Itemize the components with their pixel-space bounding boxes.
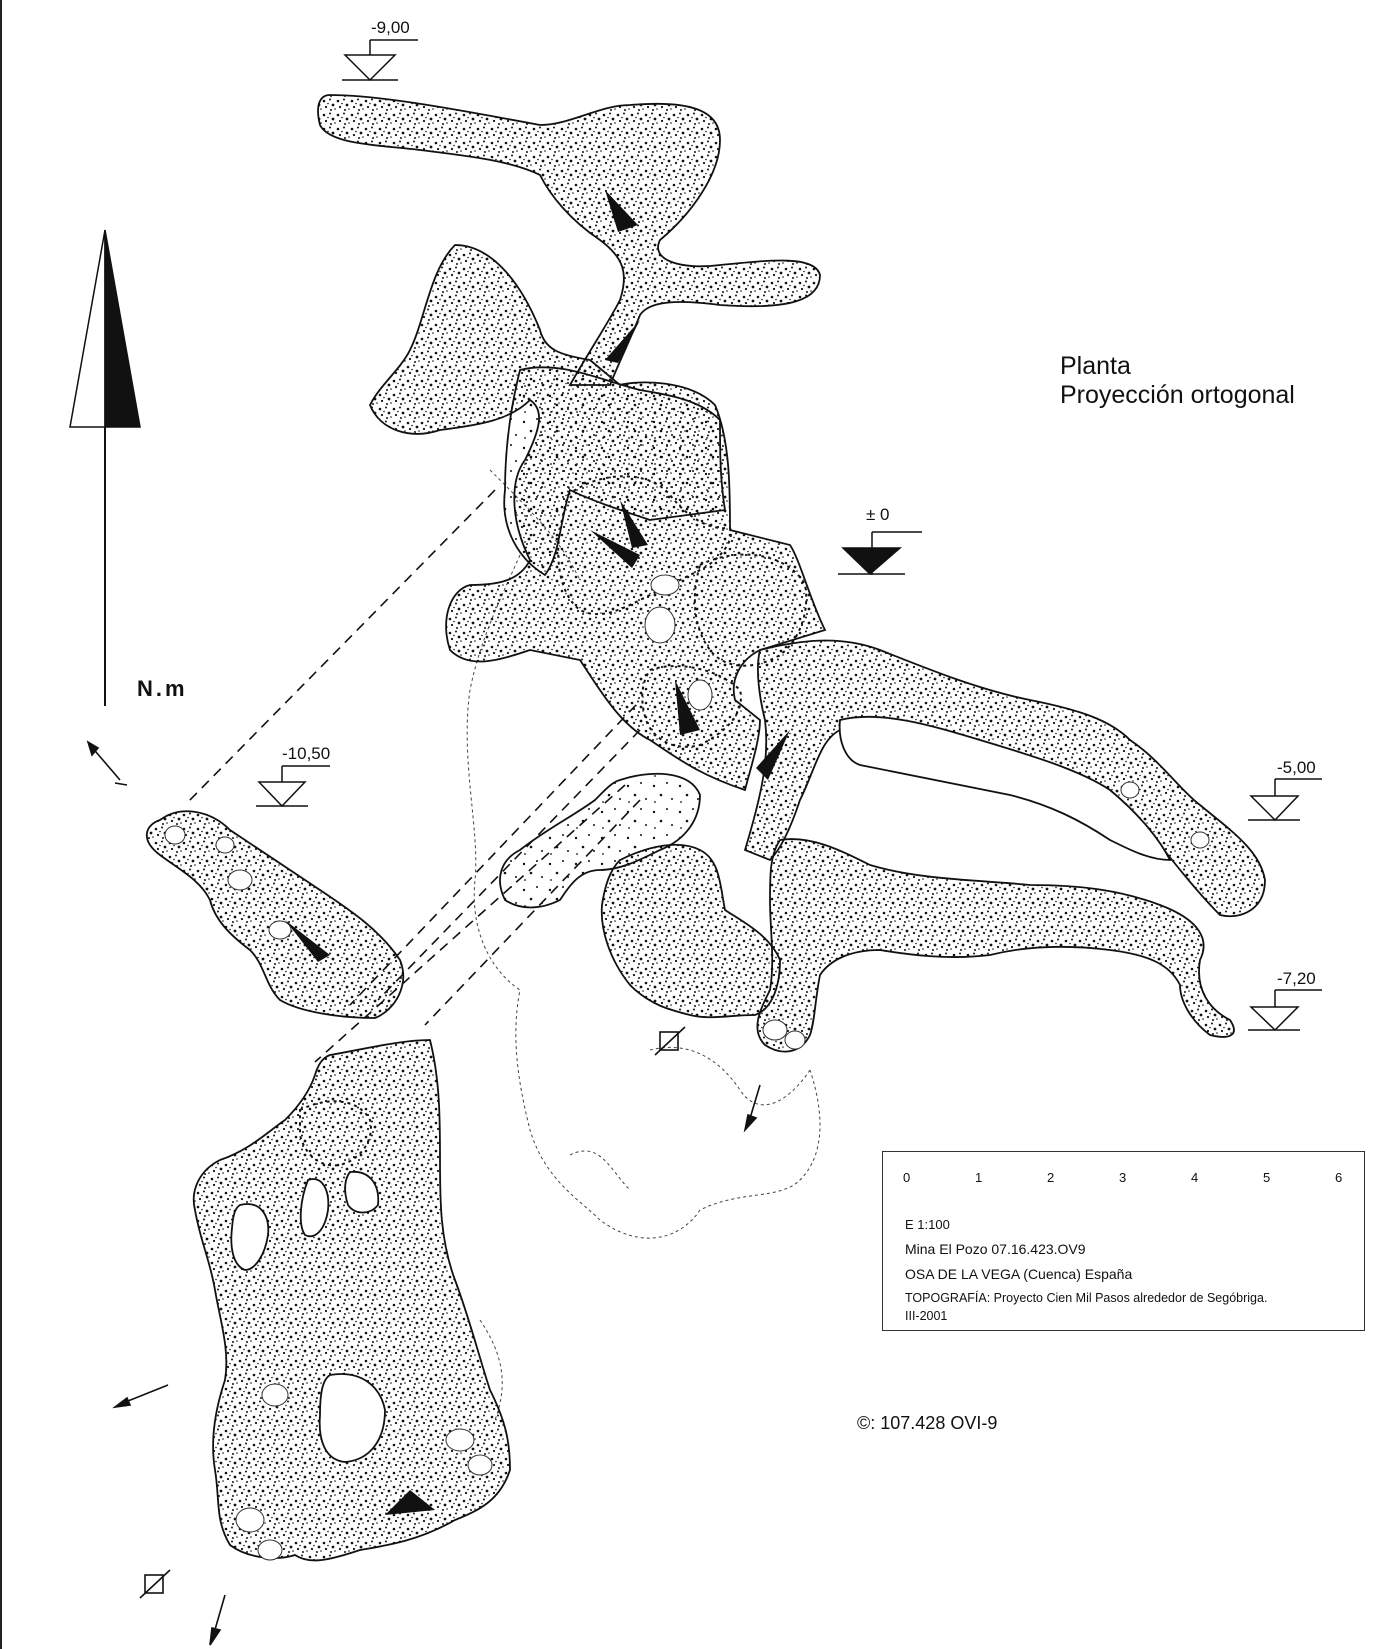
location: OSA DE LA VEGA (Cuenca) España — [905, 1266, 1133, 1282]
level-marker-5 — [1248, 779, 1322, 820]
level-label: -9,00 — [371, 18, 410, 37]
level-label: -7,20 — [1277, 969, 1316, 988]
scale-tick-label: 1 — [975, 1170, 983, 1185]
credit-date: III-2001 — [905, 1309, 948, 1323]
north-label: N.m — [137, 676, 188, 701]
level-marker-10-5 — [256, 766, 330, 806]
scale-tick-label: 2 — [1047, 1170, 1055, 1185]
level-marker-7-2 — [1248, 990, 1322, 1030]
level-label: ± 0 — [866, 505, 890, 524]
north-arrow-icon — [70, 230, 140, 706]
map-title: Planta — [1060, 352, 1131, 380]
legend-box — [882, 1151, 1365, 1331]
scale-text: E 1:100 — [905, 1217, 950, 1232]
scale-tick-label: 4 — [1191, 1170, 1199, 1185]
scale-tick-label: 5 — [1263, 1170, 1271, 1185]
site-name: Mina El Pozo 07.16.423.OV9 — [905, 1241, 1086, 1257]
credit-line: TOPOGRAFÍA: Proyecto Cien Mil Pasos alrededor de Segóbriga. — [905, 1291, 1268, 1305]
scale-tick-label: 0 — [903, 1170, 911, 1185]
scale-tick-label: 6 — [1335, 1170, 1343, 1185]
level-marker-9 — [342, 40, 418, 80]
level-label: -10,50 — [282, 744, 331, 763]
map-subtitle: Proyección ortogonal — [1060, 381, 1295, 409]
cave-passages — [147, 95, 1268, 1560]
coordinates-label: ©: 107.428 OVI-9 — [857, 1413, 998, 1433]
level-marker-0 — [838, 532, 922, 575]
level-label: -5,00 — [1277, 758, 1316, 777]
scale-tick-label: 3 — [1119, 1170, 1127, 1185]
